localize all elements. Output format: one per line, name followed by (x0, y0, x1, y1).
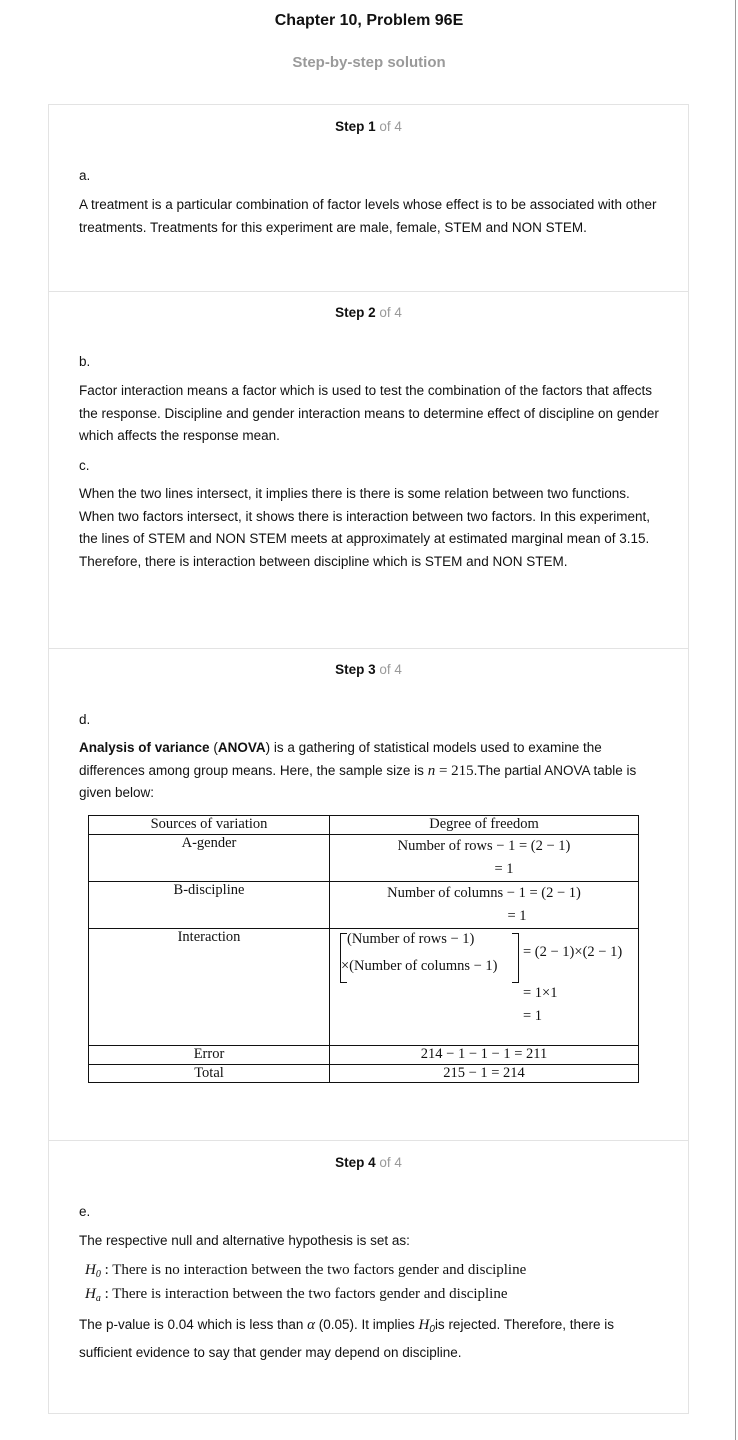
n-value: = 215 (435, 762, 474, 779)
conclusion-part-3: is rejected. Therefore, there is sufficient evidence to say that gender may depend on discipline. (79, 1317, 615, 1360)
table-row (89, 1065, 639, 1083)
ha-subscript: a (95, 1293, 101, 1304)
step-1-label: Step 1 (335, 119, 376, 134)
step-2-text-b: Factor interaction means a factor which is used to test the combination of the factors that affects the response. Discipline and gender interaction means to determine effect of discipline on gender which affects the response mean. (79, 383, 659, 444)
bracket-top-text: (Number of rows − 1) (347, 931, 475, 947)
source-cell: Total (89, 1065, 330, 1083)
hypothesis-intro: The respective null and alternative hypothesis is set as: (79, 1233, 410, 1248)
df-line: Number of rows − 1 = (2 − 1) (397, 838, 571, 854)
df-line: Number of columns − 1 = (2 − 1) (387, 885, 581, 901)
h0-inline-subscript: 0 (429, 1324, 435, 1335)
anova-abbr: ANOVA (217, 740, 266, 755)
step-3-part-label: d. (79, 712, 91, 727)
table-row (89, 835, 639, 882)
source-cell: A-gender (89, 835, 330, 882)
table-row (89, 929, 639, 1046)
table-row (89, 1046, 639, 1065)
step-2-part-b-label: b. (79, 354, 91, 369)
alpha-symbol: α (307, 1317, 315, 1333)
step-1-text: A treatment is a particular combination of factor levels whose effect is to be associated with other treatments. Treatments for this experiment are male, female, STEM and NON STEM. (79, 197, 657, 235)
interaction-formula (340, 931, 640, 1041)
step-3-label: Step 3 (335, 662, 376, 677)
page-edge-divider (735, 0, 736, 1440)
step-1-header (49, 119, 688, 134)
step-1-of: of 4 (379, 119, 402, 134)
df-cell (330, 882, 639, 929)
solution-subtitle: Step-by-step solution (292, 54, 446, 71)
step-2-of: of 4 (379, 305, 402, 320)
step-2-label: Step 2 (335, 305, 376, 320)
ha-symbol: H (85, 1286, 96, 1302)
n-variable: n (427, 762, 436, 779)
df-cell (330, 929, 639, 1046)
df-cell (330, 835, 639, 882)
paren-open: ( (209, 740, 218, 755)
step-3-text-2: .The partial ANOVA table is given below: (79, 762, 637, 801)
df-line: = 1 (507, 908, 527, 924)
interaction-rhs: = (2 − 1)×(2 − 1) (523, 944, 623, 960)
table-row (89, 882, 639, 929)
df-line: = 1 (523, 1008, 543, 1024)
ha-text: : There is interaction between the two factors gender and discipline (100, 1286, 508, 1302)
h0-subscript: 0 (95, 1269, 101, 1280)
conclusion-part-2: (0.05). It implies (315, 1317, 419, 1332)
step-4-of: of 4 (379, 1155, 402, 1170)
conclusion-text (79, 1314, 664, 1364)
bracket-bottom-text: ×(Number of columns − 1) (341, 958, 498, 974)
step-4-part-label: e. (79, 1204, 91, 1219)
step-3-header (49, 662, 688, 677)
step-4-card (48, 1140, 689, 1414)
step-2-text-c: When the two lines intersect, it implies there is there is some relation between two functions. When two factors intersect, it shows there is interaction between two factors. In this experiment, the lines of STEM and NON STEM meets at approximately at estimated marginal mean of 3.15. Therefore, there is interaction between discipline which is STEM and NON STEM. (79, 486, 651, 570)
h0-inline-symbol: H (418, 1317, 430, 1333)
step-3-text (79, 737, 664, 805)
h0-text: : There is no interaction between the two factors gender and discipline (100, 1262, 527, 1278)
right-bracket (512, 933, 519, 983)
step-4-header (49, 1155, 688, 1170)
header-sources: Sources of variation (89, 816, 330, 835)
df-line: = 1×1 (523, 985, 558, 1001)
step-1-card (48, 104, 689, 292)
anova-table (88, 815, 639, 1083)
step-2-part-c-label: c. (79, 458, 90, 473)
df-cell: 214 − 1 − 1 − 1 = 211 (330, 1046, 639, 1065)
step-3-text-1: ) is a gathering of statistical models used to examine the differences among group means. Here, the sample size is (79, 740, 602, 778)
step-2-card (48, 291, 689, 649)
header-df: Degree of freedom (330, 816, 639, 835)
source-cell: Interaction (89, 929, 330, 1046)
alternative-hypothesis (85, 1283, 670, 1311)
df-line: = 1 (494, 861, 514, 877)
df-cell: 215 − 1 = 214 (330, 1065, 639, 1083)
source-cell: Error (89, 1046, 330, 1065)
h0-symbol: H (85, 1262, 96, 1278)
step-1-part-label: a. (79, 168, 91, 183)
chapter-title: Chapter 10, Problem 96E (274, 12, 464, 29)
anova-bold-term: Analysis of variance (79, 740, 210, 755)
step-4-label: Step 4 (335, 1155, 376, 1170)
source-cell: B-discipline (89, 882, 330, 929)
table-header-row (89, 816, 639, 835)
step-3-card (48, 648, 689, 1141)
conclusion-part-1: The p-value is 0.04 which is less than (79, 1317, 308, 1332)
step-2-header (49, 305, 688, 320)
step-3-of: of 4 (379, 662, 402, 677)
